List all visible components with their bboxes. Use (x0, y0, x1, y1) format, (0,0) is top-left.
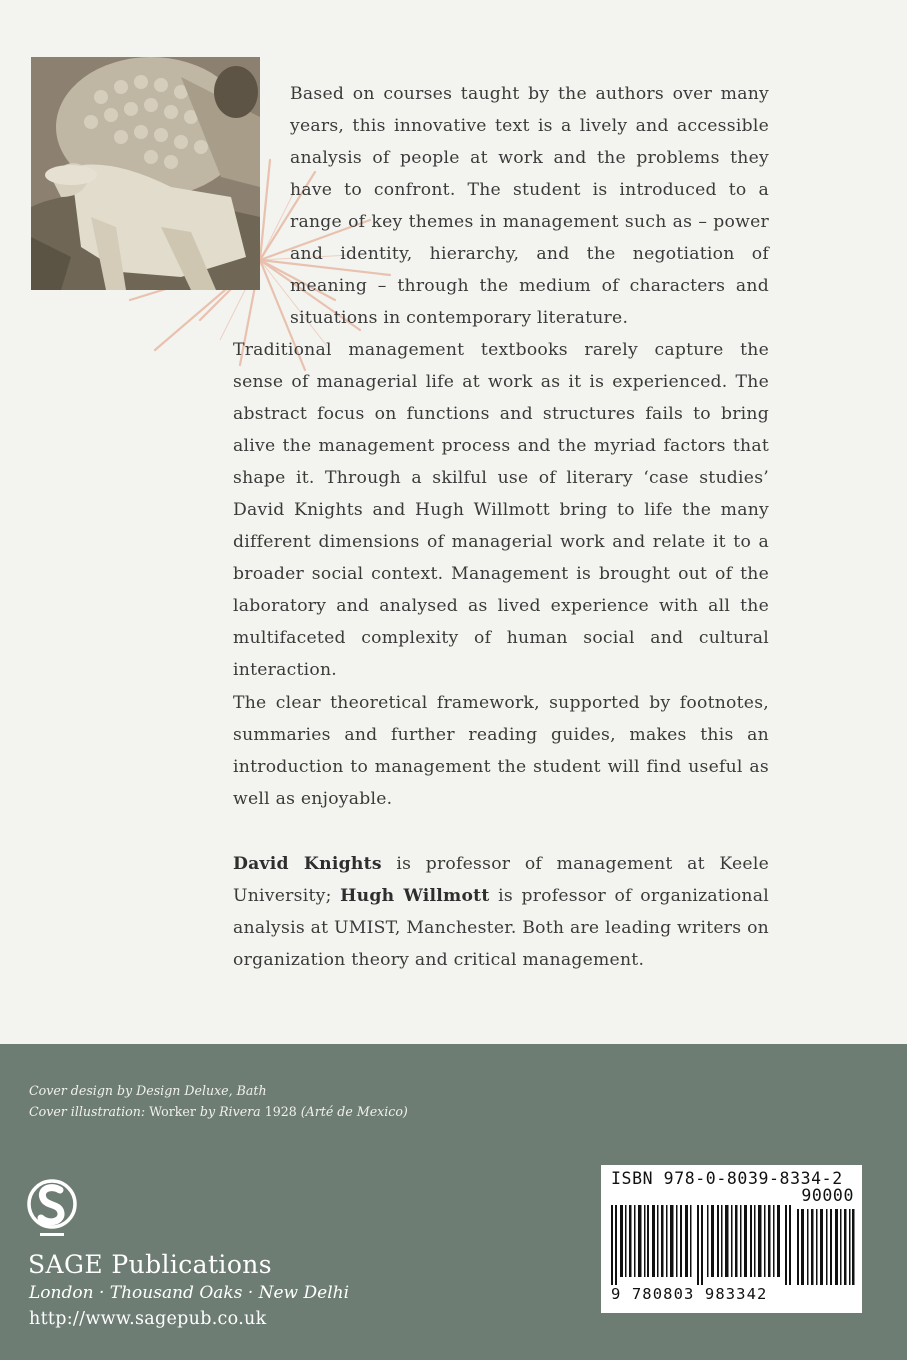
publisher-locations: London · Thousand Oaks · New Delhi (29, 1283, 350, 1303)
sage-logo-icon (26, 1175, 78, 1243)
author-name-willmott: Hugh Willmott (340, 886, 490, 906)
isbn-number: ISBN 978-0-8039-8334-2 (611, 1169, 843, 1188)
cover-credits (29, 1080, 408, 1122)
ean13-bars (611, 1205, 791, 1285)
blurb-paragraph-traditional: Traditional management textbooks rarely capture the sense of managerial life at work as it is experienced. The abstract focus on functions and structures fails to bring alive the management process and the myriad factors that shape it. Through a skilful use of literary ‘case studies’ David Knights and Hugh Willmott bring to life the many different dimensions of managerial work and relate it to a broader social context. Management is brought out of the laboratory and analysed as lived experience with all the multifaceted complexity of human social and cultural interaction. (233, 340, 769, 680)
ean-number: 9 780803 983342 (611, 1285, 768, 1303)
price-code: 90000 (801, 1186, 854, 1205)
illustration-year: 1928 (264, 1104, 297, 1119)
cover-illustration-credit (29, 1101, 408, 1122)
publisher-website-link[interactable]: http://www.sagepub.co.uk (29, 1309, 267, 1329)
blurb-paragraph-intro: Based on courses taught by the authors over many years, this innovative text is a lively and accessible analysis of people at work and the problems they have to confront. The student is introduced to a range of key themes in management such as – power and identity, hierarchy, and the negotiation of meaning – through the medium of characters and situations in contemporary literature. (290, 84, 769, 328)
author-bios (233, 848, 769, 976)
illustration-artist: by Rivera (195, 1104, 265, 1119)
author-name-knights: David Knights (233, 854, 382, 874)
illustration-source: (Arté de Mexico) (296, 1104, 408, 1119)
illustration-title: Worker (149, 1104, 196, 1119)
cover-illustration-label: Cover illustration: (29, 1104, 150, 1119)
blurb-paragraph-framework: The clear theoretical framework, supported by footnotes, summaries and further reading guides, makes this an introduction to management the student will find useful as well as enjoyable. (233, 693, 769, 809)
isbn-barcode (601, 1165, 862, 1313)
publisher-name: SAGE Publications (28, 1250, 272, 1279)
author-bio-knights: is professor of management at Keele University; (233, 854, 770, 906)
cover-design-label: Cover design by (29, 1083, 137, 1098)
author-bio-willmott: is professor of organizational analysis at UMIST, Manchester. Both are leading writers on organization theory and critical management. (233, 886, 769, 970)
price-addon-bars (797, 1205, 855, 1285)
cover-design-by: Design Deluxe, Bath (136, 1083, 267, 1098)
cover-design-credit (29, 1080, 408, 1101)
cover-illustration (31, 57, 260, 290)
